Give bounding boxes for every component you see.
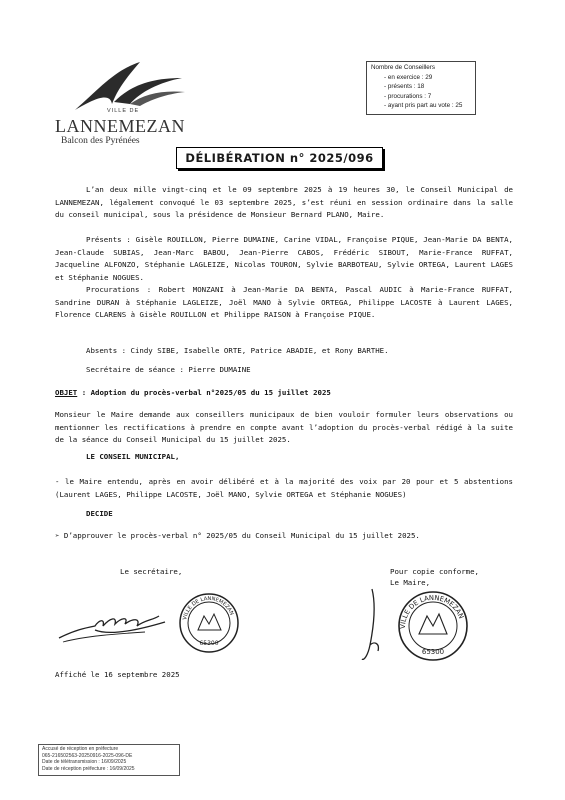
logo-subtitle: Balcon des Pyrénées — [61, 136, 140, 146]
logo-ville-text: VILLE DE — [107, 108, 140, 114]
body-paragraph: Monsieur le Maire demande aux conseillers municipaux de bien vouloir formuler leurs observations ou mentionner les rectifications à prendre en compte avant l’adoption du procès-verbal rédigé à la suite de la séance du Conseil Municipal du 15 juillet 2025. — [55, 410, 513, 444]
logo-city-name: LANNEMEZAN — [55, 116, 185, 136]
procurations-paragraph: Procurations : Robert MONZANI à Jean-Marie DA BENTA, Pascal AUDIC à Marie-France RUFFAT, Sandrine DURAN à Stéphanie LAGLEIZE, Joël MANO à Sylvie ORTEGA, Philippe LACOSTE à Laurent LAGES, Florence CLARENS à Gisèle ROUILLON et Philippe RAISON à Françoise PIQUE. — [55, 285, 513, 319]
objet-line — [55, 387, 513, 400]
counsellor-count-box — [366, 61, 476, 115]
counts-heading: Nombre de Conseillers — [371, 64, 436, 71]
svg-text:65300: 65300 — [199, 640, 219, 647]
receipt-line: Accusé de réception en préfecture — [42, 746, 119, 752]
svg-text:VILLE DE LANNEMEZAN: VILLE DE LANNEMEZAN — [398, 593, 466, 630]
decide-heading: DECIDE — [86, 509, 113, 518]
presents-paragraph: Présents : Gisèle ROUILLON, Pierre DUMAINE, Carine VIDAL, Françoise PIQUE, Jean-Marie DA BENTA, Jean-Claude SUBIAS, Jean-Marc BABOU, Jean-Pierre CABOS, Frédéric SIBOUT, Marie-France RUFFAT, Jacqueline ALFONZO, Stéphanie LAGLEIZE, Nicolas TOURON, Sylvie BARBOTEAU, Sylvie ORTEGA, Laurent LAGES et Stéphanie NOGUES. — [55, 235, 513, 282]
objet-label: OBJET — [55, 388, 78, 397]
copie-conforme-label: Pour copie conforme, — [390, 567, 479, 576]
secretaire-line: Secrétaire de séance : Pierre DUMAINE — [86, 365, 251, 374]
deliberation-title-box — [176, 147, 383, 169]
secretaire-signature — [55, 600, 175, 645]
vote-paragraph: - le Maire entendu, après en avoir délibéré et à la majorité des voix par 20 pour et 5 abstentions (Laurent LAGES, Philippe LACOSTE, Joël MANO, Sylvie ORTEGA et Stéphanie NOGUES) — [55, 477, 513, 499]
secretaire-signature-label: Le secrétaire, — [120, 567, 183, 576]
deliberation-title: DÉLIBÉRATION n° 2025/096 — [185, 151, 374, 165]
svg-text:65300: 65300 — [421, 648, 445, 656]
receipt-line: Date de réception préfecture : 16/09/2025 — [42, 765, 135, 772]
maire-signature-label: Le Maire, — [390, 578, 431, 587]
city-seal-stamp — [397, 590, 469, 662]
city-seal-stamp — [178, 592, 240, 654]
absents-line: Absents : Cindy SIBE, Isabelle ORTE, Patrice ABADIE, et Rony BARTHE. — [86, 346, 389, 355]
count-procurations: - procurations : 7 — [384, 92, 432, 100]
approve-line: ➢ D’approuver le procès-verbal n° 2025/05 du Conseil Municipal du 15 juillet 2025. — [55, 531, 420, 540]
affiche-date: Affiché le 16 septembre 2025 — [55, 670, 180, 679]
mountain-logo-icon — [70, 58, 190, 113]
maire-signature — [358, 585, 398, 665]
city-logo — [55, 58, 200, 158]
count-presents: - présents : 18 — [384, 83, 425, 90]
intro-paragraph: L’an deux mille vingt-cinq et le 09 septembre 2025 à 19 heures 30, le Conseil Municipal de LANNEMEZAN, légalement convoqué le 03 septembre 2025, s’est réuni en session ordinaire dans la salle du conseil municipal, sous la présidence de Monsieur Bernard PLANO, Maire. — [55, 185, 513, 219]
count-votants: - ayant pris part au vote : 25 — [384, 102, 463, 109]
receipt-line: Date de télétransmission : 16/09/2025 — [42, 759, 127, 765]
receipt-line: 065-216502563-20250916-2025-096-DE — [42, 752, 133, 759]
svg-text:VILLE DE LANNEMEZAN: VILLE DE LANNEMEZAN — [182, 595, 235, 621]
objet-text: : Adoption du procès-verbal n°2025/05 du 15 juillet 2025 — [77, 388, 331, 397]
count-en-exercice: - en exercice : 29 — [384, 73, 433, 81]
council-heading: LE CONSEIL MUNICIPAL, — [86, 452, 180, 461]
prefecture-receipt-box — [38, 744, 180, 776]
